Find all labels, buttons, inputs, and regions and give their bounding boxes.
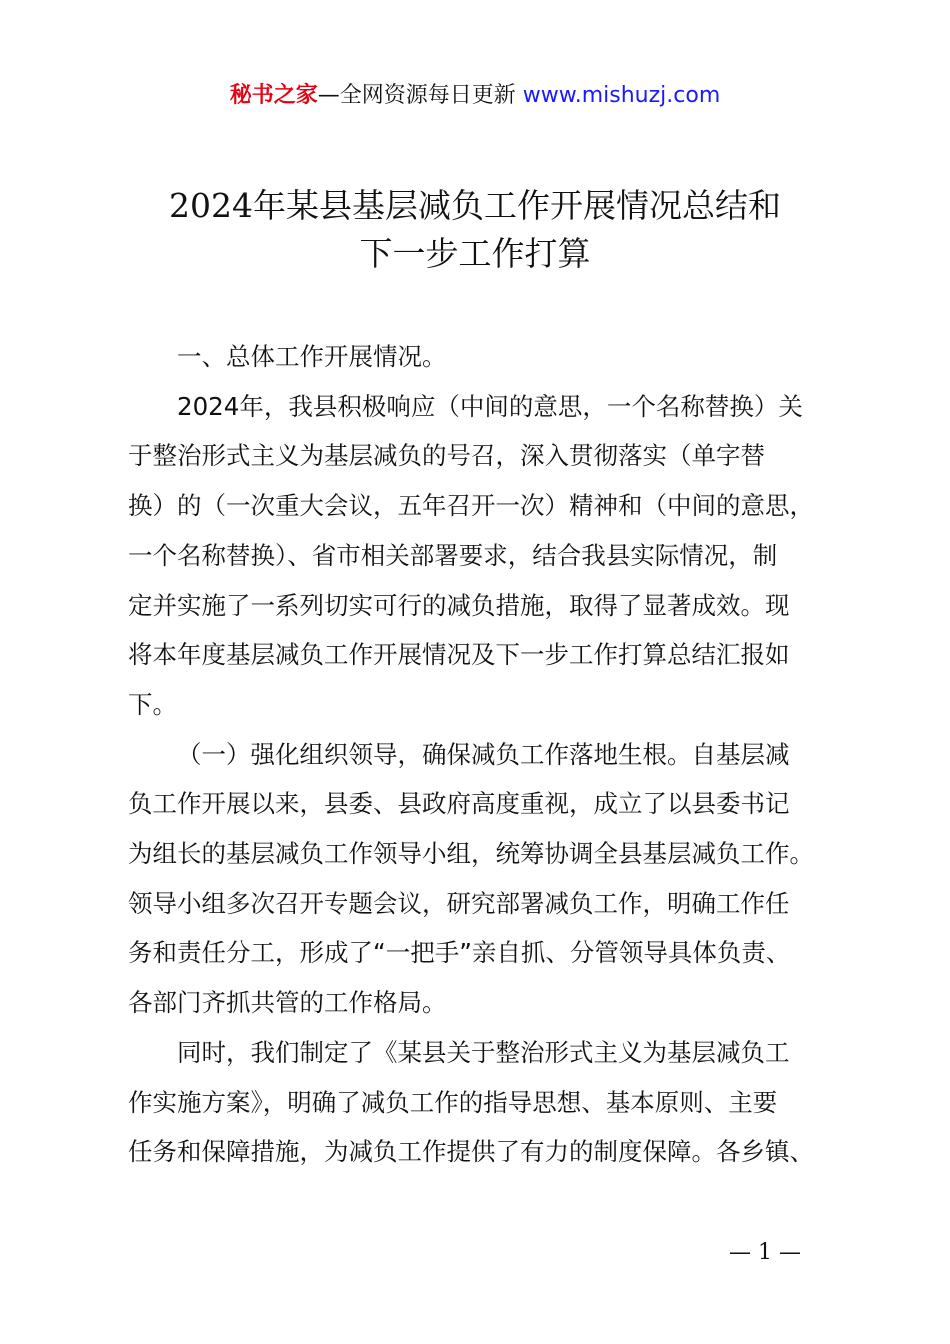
- paragraph-1-line-5: 定并实施了一系列切实可行的减负措施，取得了显著成效。现: [128, 590, 790, 620]
- page-number: — 1 —: [729, 1240, 801, 1265]
- paragraph-2-line-1: （一）强化组织领导，确保减负工作落地生根。自基层减: [177, 739, 790, 769]
- paragraph-2-line-2: 负工作开展以来，县委、县政府高度重视，成立了以县委书记: [128, 789, 790, 819]
- paragraph-2-line-3: 为组长的基层减负工作领导小组，统筹协调全县基层减负工作。: [128, 839, 814, 869]
- paragraph-3-line-2: 作实施方案》，明确了减负工作的指导思想、基本原则、主要: [128, 1087, 778, 1117]
- document-body: [128, 332, 850, 1177]
- paragraph-1-line-4: 一个名称替换）、省市相关部署要求，结合我县实际情况，制: [128, 540, 778, 570]
- paragraph-2-line-5: 务和责任分工，形成了“一把手”亲自抓、分管领导具体负责、: [128, 938, 791, 968]
- paragraph-1-line-2: 于整治形式主义为基层减负的号召，深入贯彻落实（单字替: [128, 441, 765, 471]
- site-tagline: —全网资源每日更新: [317, 83, 516, 108]
- site-url[interactable]: www.mishuzj.com: [522, 83, 721, 108]
- title-line-2: 下一步工作打算: [359, 234, 591, 273]
- paragraph-3-line-3: 任务和保障措施，为减负工作提供了有力的制度保障。各乡镇、: [128, 1137, 814, 1167]
- section-heading: 一、总体工作开展情况。: [177, 342, 447, 371]
- site-banner: [0, 80, 950, 112]
- document-title: [0, 182, 950, 278]
- paragraph-2-line-4: 领导小组多次召开专题会议，研究部署减负工作，明确工作任: [128, 888, 790, 918]
- title-line-1: 2024年某县基层减负工作开展情况总结和: [169, 186, 781, 225]
- paragraph-2-line-6: 各部门齐抓共管的工作格局。: [128, 988, 447, 1018]
- paragraph-3-line-1: 同时，我们制定了《某县关于整治形式主义为基层减负工: [177, 1037, 790, 1067]
- paragraph-1-line-6: 将本年度基层减负工作开展情况及下一步工作打算总结汇报如: [128, 640, 790, 670]
- paragraph-1-line-1: 2024年，我县积极响应（中间的意思，一个名称替换）关: [177, 391, 803, 421]
- paragraph-1-line-3: 换）的（一次重大会议，五年召开一次）精神和（中间的意思，: [128, 491, 814, 521]
- site-brand: 秘书之家: [229, 83, 318, 108]
- paragraph-1-line-7: 下。: [128, 689, 177, 719]
